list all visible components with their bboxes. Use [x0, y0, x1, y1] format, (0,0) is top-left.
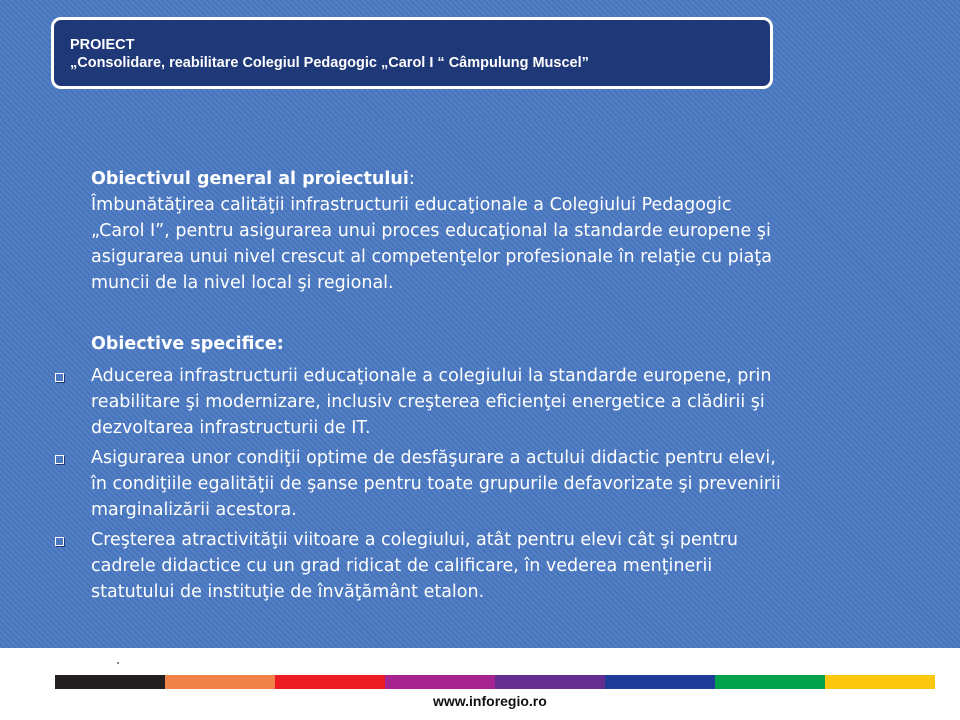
objective-line: Creşterea atractivităţii viitoare a colegiului, atât pentru elevi cât şi pentru: [91, 530, 738, 550]
general-line: muncii de la nivel local şi regional.: [91, 273, 394, 293]
objective-line: reabilitare şi modernizare, inclusiv creşterea eficienţei energetice a clădirii şi: [91, 392, 765, 412]
objective-line: cadrele didactice cu un grad ridicat de calificare, în vederea menţinerii: [91, 556, 713, 576]
objective-line: în condiţiile egalităţii de şanse pentru toate grupurile defavorizate şi prevenirii: [91, 474, 781, 494]
specific-objectives-heading: Obiective specifice:: [91, 334, 284, 354]
color-stripe-bar: [55, 675, 935, 689]
objective-line: Asigurarea unor condiţii optime de desfăşurare a actului didactic pentru elevi,: [91, 448, 776, 468]
color-stripe-segment: [275, 675, 385, 689]
heading-colon: :: [408, 169, 415, 189]
objective-line: dezvoltarea infrastructurii de IT.: [91, 418, 371, 438]
color-stripe-segment: [715, 675, 825, 689]
square-bullet-icon: [55, 373, 64, 382]
color-stripe-segment: [385, 675, 495, 689]
color-stripe-segment: [165, 675, 275, 689]
objective-line: marginalizării acestora.: [91, 500, 297, 520]
objective-line: Aducerea infrastructurii educaţionale a colegiului la standarde europene, prin: [91, 366, 772, 386]
content-panel: [0, 120, 960, 648]
project-label: PROIECT: [70, 37, 135, 53]
general-objective-title: Obiectivul general al proiectului: [91, 169, 409, 189]
color-stripe-segment: [605, 675, 715, 689]
general-objective-heading: [91, 166, 415, 192]
general-line: asigurarea unui nivel crescut al competenţelor profesionale în relaţie cu piaţa: [91, 247, 772, 267]
specific-objective-text: [91, 527, 951, 605]
project-title-box: [51, 17, 773, 89]
specific-objective-text: [91, 363, 951, 441]
website-link[interactable]: www.inforegio.ro: [433, 693, 547, 709]
specific-objective-text: [91, 445, 951, 523]
general-line: Îmbunătăţirea calităţii infrastructurii educaţionale a Colegiului Pedagogic: [91, 195, 732, 215]
objective-line: statutului de instituţie de învăţământ etalon.: [91, 582, 485, 602]
decorative-dot: [117, 662, 119, 664]
color-stripe-segment: [55, 675, 165, 689]
square-bullet-icon: [55, 455, 64, 464]
general-line: „Carol I”, pentru asigurarea unui proces educaţional la standarde europene şi: [91, 221, 771, 241]
color-stripe-segment: [495, 675, 605, 689]
project-title: „Consolidare, reabilitare Colegiul Pedagogic „Carol I “ Câmpulung Muscel”: [70, 55, 589, 71]
color-stripe-segment: [825, 675, 935, 689]
square-bullet-icon: [55, 537, 64, 546]
general-objective-text: [91, 192, 936, 296]
